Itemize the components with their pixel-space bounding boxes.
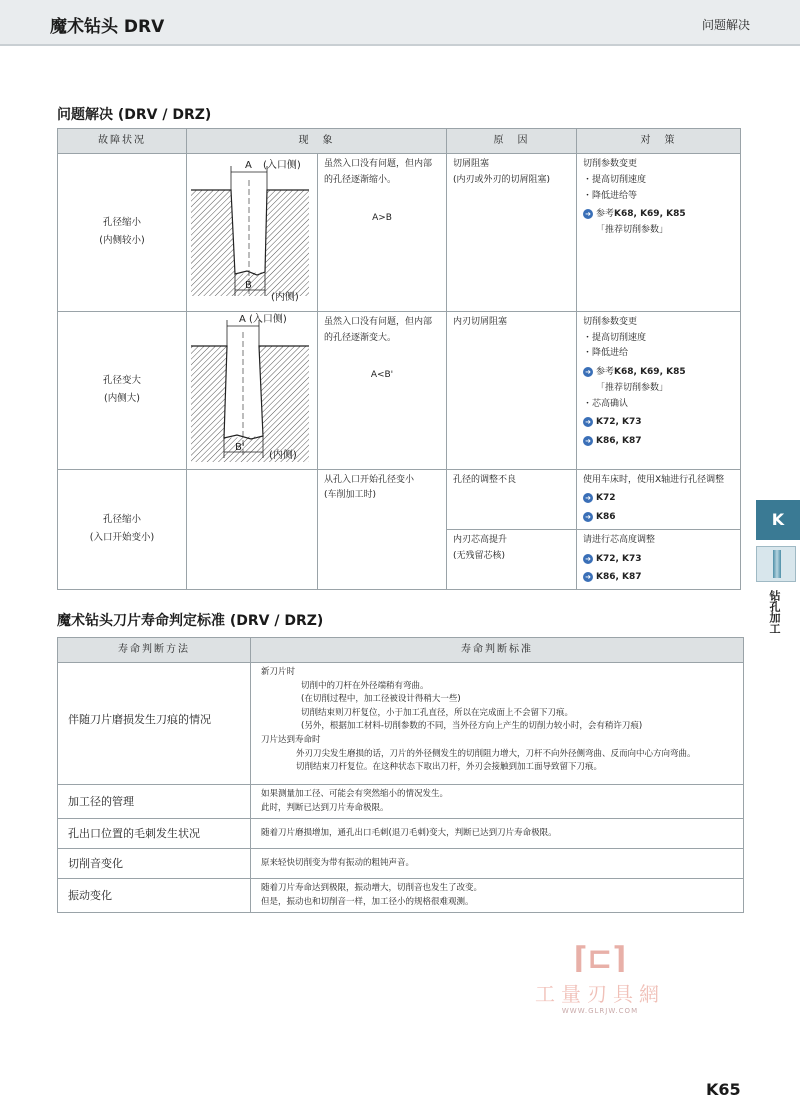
watermark-name: 工量刃具網 (535, 982, 665, 1006)
reference-link[interactable] (583, 365, 734, 397)
criteria-line: (在切削过程中，加工径被设计得稍大一些) (301, 694, 461, 705)
criteria-line: 切削结束则刀杆复位，小于加工孔直径，所以在完成面上不会留下刀痕。 (301, 707, 574, 718)
criteria-cell (251, 663, 744, 785)
measures-cell (577, 529, 741, 589)
criteria-line: 切削结束刀杆复位。在这种状态下取出刀杆，外刃会接触到加工面导致留下刀痕。 (296, 762, 603, 773)
ref-title: 「推荐切削参数」 (596, 225, 669, 235)
ref-pages: K86, K87 (596, 572, 642, 583)
phenomenon-cell: 从孔入口开始孔径变小 (车削加工时) (318, 469, 447, 590)
phenomenon-cell (318, 311, 447, 469)
condition-sub: (内侧大) (104, 393, 140, 405)
criteria-cell: 原来轻快切削变为带有振动的粗钝声音。 (251, 849, 744, 879)
criteria-line: 随着刀片寿命达到极限，振动增大，切削音也发生了改变。 (261, 883, 483, 894)
measure-line: ・提高切削速度 (583, 174, 647, 185)
page-number: K65 (706, 1080, 741, 1099)
arrow-right-icon: ➜ (583, 417, 593, 427)
cause-cell: 内刃切屑阻塞 (447, 311, 577, 469)
table-row (58, 785, 744, 819)
diagram-cell-empty (187, 469, 318, 590)
col-header-measures: 对 策 (577, 129, 741, 154)
reference-link[interactable] (583, 552, 734, 568)
col-header-criteria: 寿命判断标准 (251, 638, 744, 663)
criteria-line: 此时，判断已达到刀片寿命极限。 (261, 802, 389, 813)
measure-line: 切削参数变更 (583, 159, 638, 169)
criteria-cell (251, 785, 744, 819)
criteria-line: (另外，根据加工材料-切削参数的不同，当外径方向上产生的切削力较小时，会有稍许刀痕) (301, 721, 643, 732)
method-cell: 孔出口位置的毛刺发生状况 (58, 819, 251, 849)
condition-text: 孔径变大 (102, 375, 141, 387)
section2-title: 魔术钻头刀片寿命判定标准 (DRV / DRZ) (57, 613, 324, 629)
measures-cell (577, 154, 741, 312)
cause-cell: 内刃芯高提升 (无残留芯核) (447, 529, 577, 589)
drill-icon (756, 546, 796, 582)
table-row (58, 849, 744, 879)
ref-pages: K86 (596, 512, 616, 522)
method-cell: 振动变化 (58, 879, 251, 913)
table-row (58, 469, 741, 529)
dim-a-label: A (245, 160, 252, 171)
table-row (58, 819, 744, 849)
ref-pages: K68, K69, K85 (614, 209, 686, 220)
ref-pages: K86, K87 (596, 436, 642, 446)
arrow-right-icon: ➜ (583, 436, 593, 446)
measures-cell (577, 311, 741, 469)
method-cell: 加工径的管理 (58, 785, 251, 819)
reference-link[interactable] (583, 510, 734, 526)
dim-b-note: (内侧) (269, 449, 297, 461)
table-header-row (58, 129, 741, 154)
criteria-line: 但是，振动也和切削音一样，加工径小的规格很难观测。 (261, 896, 474, 907)
criteria-line: 切削中的刀杆在外径端稍有弯曲。 (301, 680, 429, 691)
header-section-label: 问题解决 (701, 18, 750, 32)
dim-b-label: B' (235, 441, 245, 453)
measure-line: 切削参数变更 (583, 316, 638, 327)
diagram-cell (187, 311, 318, 469)
measure-line: ・芯高确认 (583, 398, 629, 409)
criteria-heading: 刀片达到寿命时 (261, 734, 321, 745)
dim-b-note: (内侧) (271, 292, 299, 303)
watermark (520, 940, 680, 1015)
table-row (58, 154, 741, 312)
table-header-row (58, 638, 744, 663)
dim-a-note: (入口侧) (263, 160, 301, 171)
ref-prefix: 参考 (596, 209, 615, 220)
chapter-label: 钻孔加工 (768, 590, 781, 634)
table-row (58, 311, 741, 469)
criteria-line: 外刃刀尖发生磨损的话，刀片的外径侧发生的切削阻力增大，刀杆不向外径侧弯曲、反而向中心方向弯曲。 (296, 748, 696, 759)
criteria-heading: 新刀片时 (261, 667, 296, 677)
condition-sub: (入口开始变小) (89, 532, 155, 544)
col-header-phenomenon: 现 象 (187, 129, 447, 154)
hole-narrowing-diagram (187, 154, 316, 304)
life-criteria-table (57, 637, 744, 913)
reference-link[interactable] (583, 570, 734, 586)
ref-pages: K72, K73 (596, 417, 642, 428)
measure-line: 使用车床时，使用X轴进行孔径调整 (583, 474, 725, 485)
arrow-right-icon: ➜ (583, 572, 593, 582)
arrow-right-icon: ➜ (583, 367, 593, 377)
dim-a-label: A (239, 313, 246, 325)
criteria-cell (251, 879, 744, 913)
criteria-cell: 随着刀片磨损增加，通孔出口毛刺(退刀毛刺)变大，判断已达到刀片寿命极限。 (251, 819, 744, 849)
watermark-logo-icon: ⌈⊏⌉ (573, 941, 627, 976)
reference-link[interactable] (583, 415, 734, 431)
condition-text: 孔径缩小 (102, 514, 141, 526)
method-cell: 切削音变化 (58, 849, 251, 879)
dim-a-note: (入口侧) (249, 313, 287, 325)
measure-line: ・降低进给等 (583, 190, 638, 201)
inequality-text: A<B' (370, 370, 394, 381)
reference-link[interactable] (583, 434, 734, 450)
cause-cell: 切屑阻塞 (内刃或外刃的切屑阻塞) (447, 154, 577, 312)
arrow-right-icon: ➜ (583, 554, 593, 564)
inequality-text: A>B (372, 212, 392, 223)
col-header-method: 寿命判断方法 (58, 638, 251, 663)
chapter-tab[interactable]: K (756, 500, 800, 540)
diagram-cell (187, 154, 318, 312)
arrow-right-icon: ➜ (583, 512, 593, 522)
ref-pages: K72, K73 (596, 553, 642, 564)
dim-b-label: B (245, 280, 252, 291)
condition-cell (58, 469, 187, 590)
measures-cell (577, 469, 741, 529)
col-header-condition: 故障状况 (58, 129, 187, 154)
arrow-right-icon: ➜ (583, 209, 593, 219)
cause-cell: 孔径的调整不良 (447, 469, 577, 529)
section1-title: 问题解决 (DRV / DRZ) (57, 107, 212, 123)
page-header (0, 0, 800, 46)
ref-pages: K68, K69, K85 (614, 367, 686, 377)
condition-sub: (内侧较小) (99, 235, 145, 247)
reference-link[interactable] (583, 491, 734, 507)
phenomenon-text: 虽然入口没有问题，但内部的孔径逐渐缩小。 (324, 159, 433, 185)
measure-line: ・降低进给 (583, 348, 629, 359)
ref-title: 「推荐切削参数」 (596, 382, 669, 393)
hole-widening-diagram (187, 312, 316, 462)
table-row (58, 663, 744, 785)
table-row (58, 879, 744, 913)
reference-link[interactable] (583, 207, 734, 239)
condition-cell (58, 311, 187, 469)
page-title: 魔术钻头 DRV (50, 17, 165, 37)
condition-cell (58, 154, 187, 312)
watermark-url: WWW.GLRJW.COM (561, 1007, 639, 1015)
problem-table (57, 128, 741, 590)
measure-line: ・提高切削速度 (583, 332, 647, 343)
measure-line: 请进行芯高度调整 (583, 534, 656, 545)
phenomenon-text: 虽然入口没有问题，但内部的孔径逐渐变大。 (324, 316, 433, 343)
ref-pages: K72 (596, 493, 616, 504)
condition-text: 孔径缩小 (102, 217, 141, 229)
method-cell: 伴随刀片磨损发生刀痕的情况 (58, 663, 251, 785)
ref-prefix: 参考 (596, 367, 615, 377)
phenomenon-cell (318, 154, 447, 312)
criteria-line: 如果测量加工径、可能会有突然缩小的情况发生。 (261, 789, 449, 799)
col-header-cause: 原 因 (447, 129, 577, 154)
arrow-right-icon: ➜ (583, 493, 593, 503)
